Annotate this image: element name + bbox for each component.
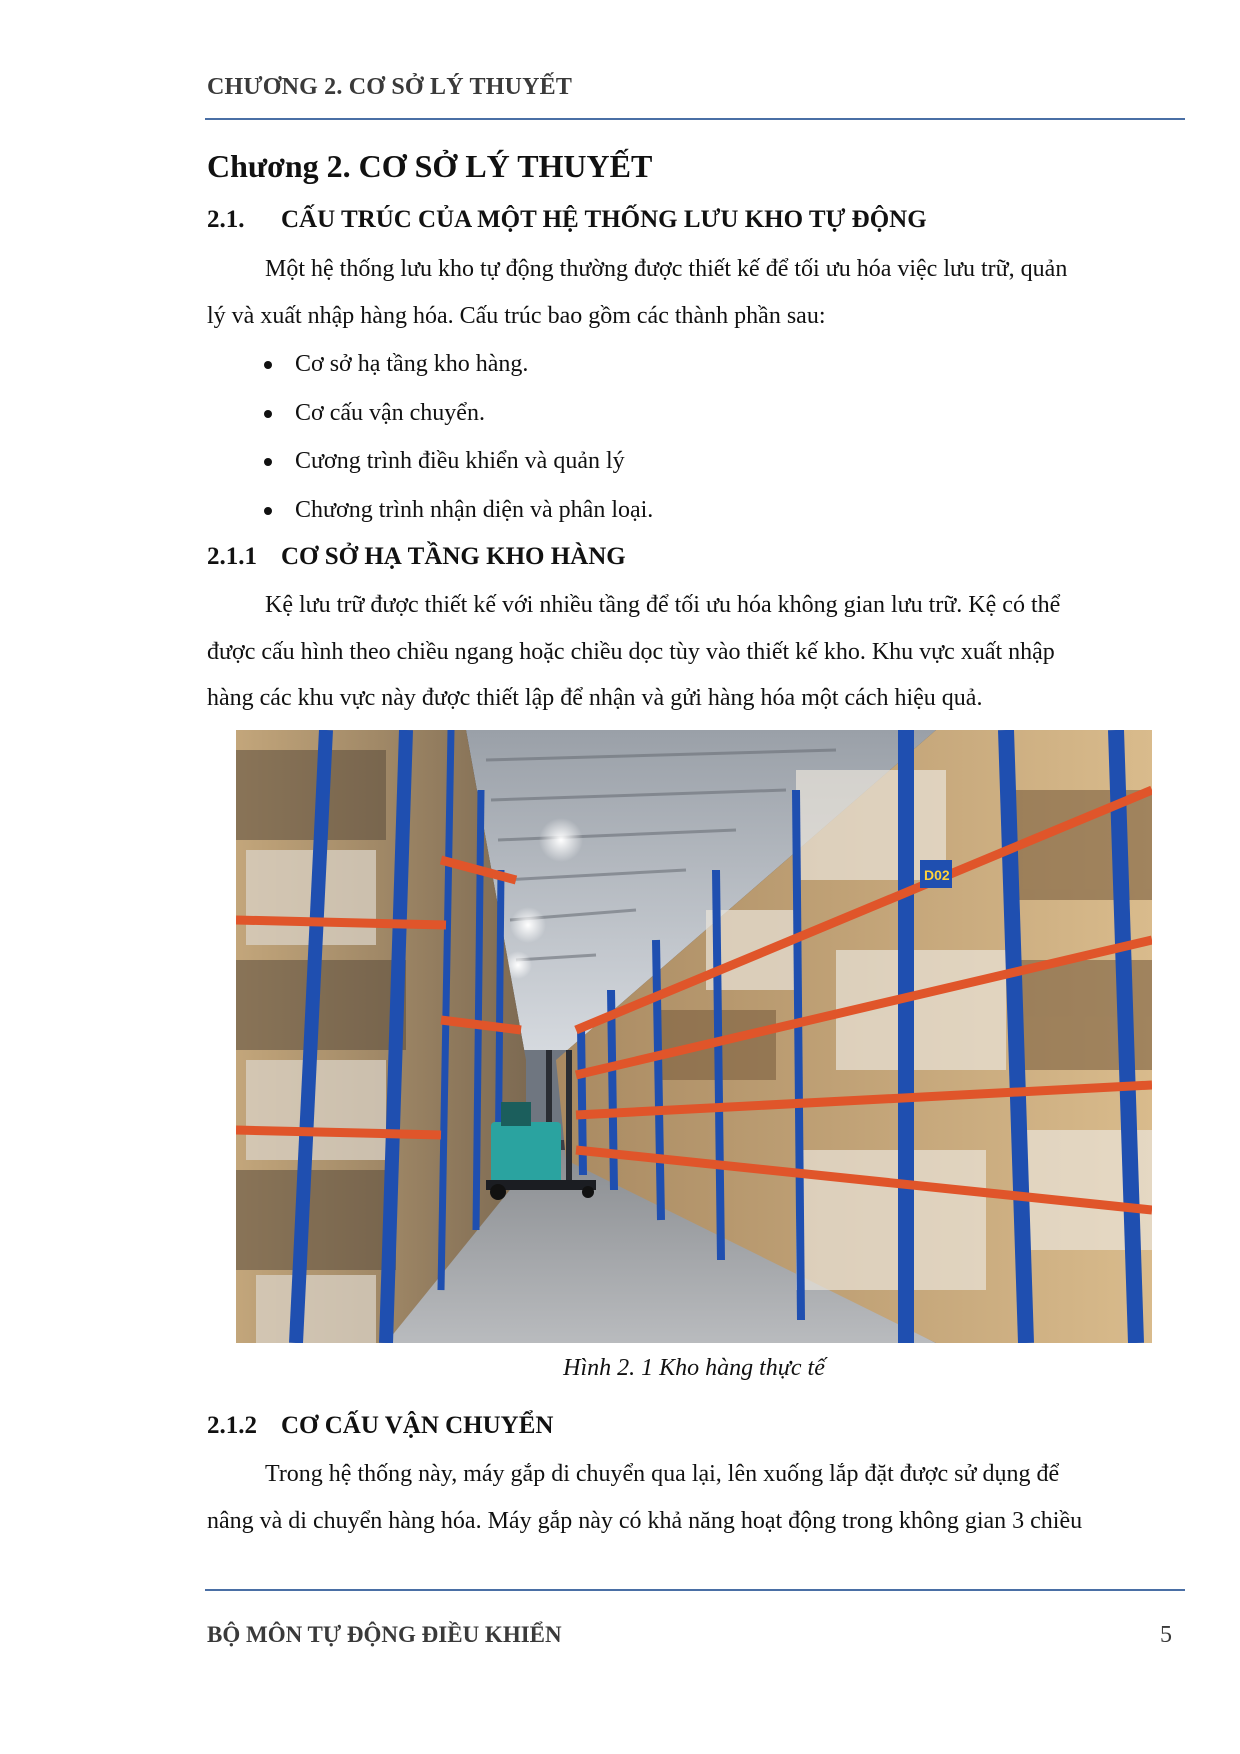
bullet-icon: [264, 507, 272, 515]
paragraph-line: Trong hệ thống này, máy gắp di chuyển qua lại, lên xuống lắp đặt được sử dụng để: [265, 1461, 1060, 1487]
bullet-icon: [264, 458, 272, 466]
section-number: 2.1.2: [207, 1412, 257, 1439]
component-list: [264, 340, 653, 534]
warehouse-photo: [236, 730, 1152, 1343]
header-rule: [205, 118, 1185, 120]
bullet-icon: [264, 361, 272, 369]
section-title: CƠ CẤU VẬN CHUYỂN: [281, 1412, 554, 1439]
section-heading-2-1-1: [207, 543, 626, 571]
bullet-icon: [264, 410, 272, 418]
footer-department: BỘ MÔN TỰ ĐỘNG ĐIỀU KHIỂN: [207, 1622, 562, 1647]
figure-caption: Hình 2. 1 Kho hàng thực tế: [563, 1355, 825, 1381]
paragraph-line: nâng và di chuyển hàng hóa. Máy gắp này có khả năng hoạt động trong không gian 3 chiều: [207, 1507, 1083, 1534]
list-item: Cơ cấu vận chuyển.: [264, 389, 653, 438]
paragraph-line: Một hệ thống lưu kho tự động thường được thiết kế để tối ưu hóa việc lưu trữ, quản: [265, 256, 1068, 282]
section-heading-2-1: [207, 206, 927, 234]
running-header: CHƯƠNG 2. CƠ SỞ LÝ THUYẾT: [207, 74, 573, 100]
section-title: CẤU TRÚC CỦA MỘT HỆ THỐNG LƯU KHO TỰ ĐỘNG: [281, 206, 927, 233]
infrastructure-paragraph: [207, 582, 1181, 722]
rack-label: D02: [924, 867, 950, 883]
paragraph-line: hàng các khu vực này được thiết lập để nhận và gửi hàng hóa một cách hiệu quả.: [207, 685, 983, 711]
list-item: Cương trình điều khiển và quản lý: [264, 437, 653, 486]
list-item: Cơ sở hạ tầng kho hàng.: [264, 340, 653, 389]
section-number: 2.1.: [207, 206, 245, 233]
footer-rule: [205, 1589, 1185, 1591]
list-item: Chương trình nhận diện và phân loại.: [264, 486, 653, 535]
section-title: CƠ SỞ HẠ TẦNG KHO HÀNG: [281, 543, 626, 570]
section-heading-2-1-2: [207, 1412, 553, 1440]
page-number: 5: [1160, 1622, 1172, 1648]
transport-paragraph: [207, 1451, 1181, 1544]
chapter-title: Chương 2. CƠ SỞ LÝ THUYẾT: [207, 148, 653, 184]
paragraph-line: Kệ lưu trữ được thiết kế với nhiều tầng để tối ưu hóa không gian lưu trữ. Kệ có thể: [265, 592, 1061, 618]
paragraph-line: được cấu hình theo chiều ngang hoặc chiều dọc tùy vào thiết kế kho. Khu vực xuất nhập: [207, 638, 1055, 665]
paragraph-line: lý và xuất nhập hàng hóa. Cấu trúc bao gồm các thành phần sau:: [207, 302, 826, 329]
intro-paragraph: [207, 246, 1181, 339]
section-number: 2.1.1: [207, 543, 257, 570]
